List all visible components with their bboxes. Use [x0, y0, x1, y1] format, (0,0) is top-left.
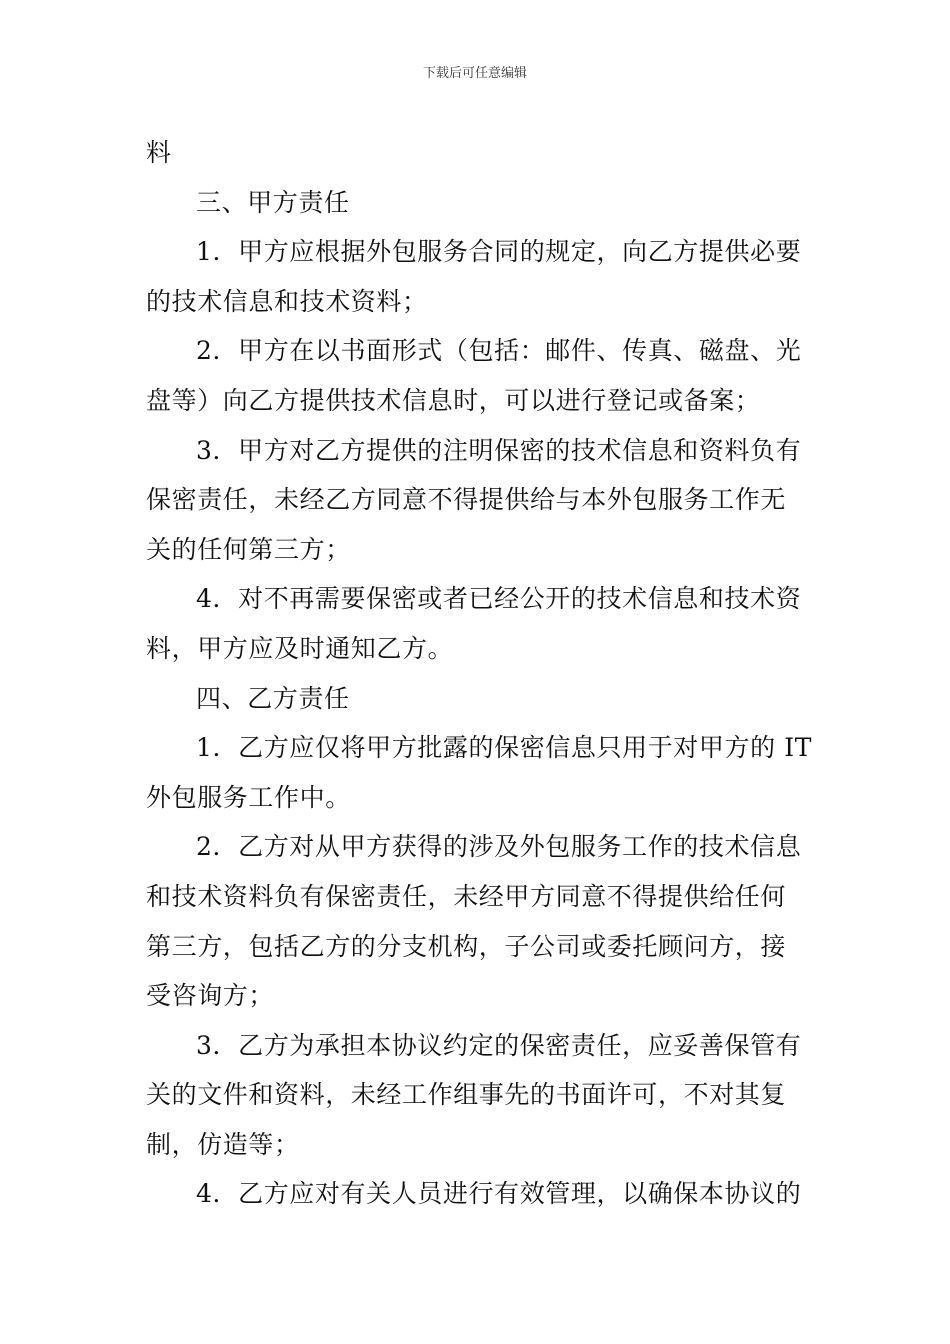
body-line: 第三方，包括乙方的分支机构，子公司或委托顾问方，接	[146, 931, 787, 961]
body-line: 3．乙方为承担本协议约定的保密责任，应妥善保管有	[196, 1030, 802, 1060]
body-line: 料	[146, 138, 172, 167]
body-line: 保密责任，未经乙方同意不得提供给与本外包服务工作无	[146, 485, 787, 515]
body-line: 关的任何第三方；	[146, 534, 351, 564]
body-line: 和技术资料负有保密责任，未经甲方同意不得提供给任何	[146, 881, 787, 911]
body-line: 的技术信息和技术资料；	[146, 286, 428, 316]
body-line: 外包服务工作中。	[146, 782, 351, 812]
body-line: 盘等）向乙方提供技术信息时，可以进行登记或备案；	[146, 385, 761, 415]
body-line: 1．乙方应仅将甲方批露的保密信息只用于对甲方的 IT	[196, 733, 813, 763]
page-header: 下载后可任意编辑	[422, 66, 527, 81]
body-line: 2．甲方在以书面形式（包括：邮件、传真、磁盘、光	[196, 336, 802, 366]
section-heading: 三、甲方责任	[196, 187, 350, 217]
body-line: 4．乙方应对有关人员进行有效管理，以确保本协议的	[196, 1179, 802, 1209]
body-line: 受咨询方；	[146, 981, 275, 1011]
body-line: 3．甲方对乙方提供的注明保密的技术信息和资料负有	[196, 435, 802, 465]
body-line: 制，仿造等；	[146, 1129, 300, 1159]
body-line: 2．乙方对从甲方获得的涉及外包服务工作的技术信息	[196, 832, 802, 862]
body-line: 料，甲方应及时通知乙方。	[146, 633, 454, 663]
document-body	[146, 128, 818, 1219]
section-heading: 四、乙方责任	[196, 683, 350, 713]
body-line: 关的文件和资料，未经工作组事先的书面许可，不对其复	[146, 1080, 787, 1110]
body-line: 1．甲方应根据外包服务合同的规定，向乙方提供必要	[196, 237, 802, 267]
body-line: 4．对不再需要保密或者已经公开的技术信息和技术资	[196, 584, 802, 614]
